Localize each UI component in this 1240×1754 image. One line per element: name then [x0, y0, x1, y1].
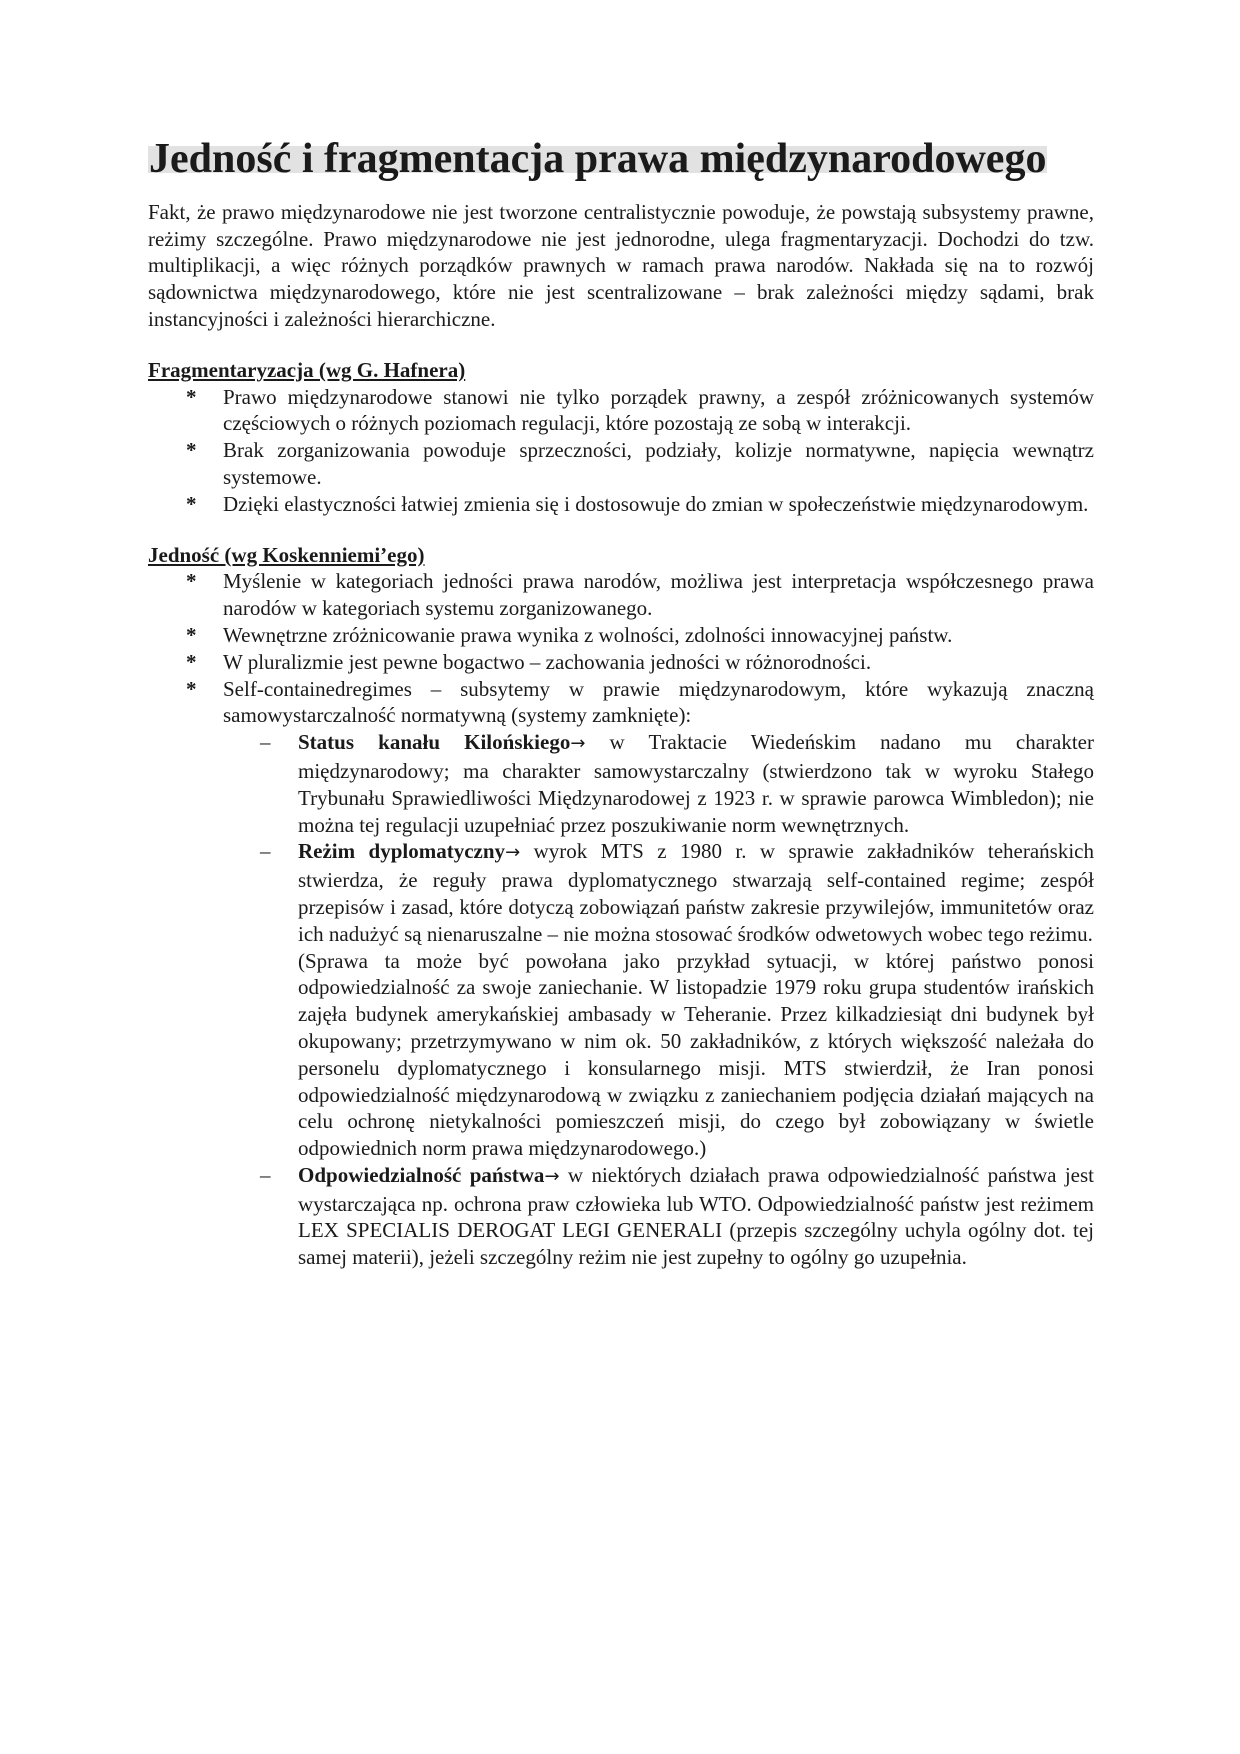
list-item [148, 649, 1094, 676]
document-title: Jedność i fragmentacja prawa międzynarodowego [149, 136, 1047, 182]
sub-list-item [148, 1162, 1094, 1271]
sub-item-note: (Sprawa ta może być powołana jako przykład sytuacji, w której państwo ponosi odpowiedzialność za swoje zaniechanie. W listopadzie 1979 roku grupa studentów irańskich zajęła budynek amerykańskiej ambasady w Teheranie. Przez kilkadziesiąt dni budynek był okupowany; przetrzymywano w nim ok. 50 zakładników, z których większość należała do personelu dyplomatycznego i konsularnego misji. MTS stwierdził, że Iran ponosi odpowiedzialność międzynarodową w związku z zaniechaniem podjęcia działań mających na celu ochronę nietykalności pomieszczeń misji, do czego był zobowiązany w świetle odpowiednich norm prawa międzynarodowego.) [298, 948, 1094, 1161]
list-item [148, 491, 1094, 518]
list-item-text: Wewnętrzne zróżnicowanie prawa wynika z wolności, zdolności innowacyjnej państw. [223, 622, 953, 647]
list-item-text: Brak zorganizowania powoduje sprzeczności, podziały, kolizje normatywne, napięcia wewnątrz systemowe. [223, 438, 1094, 489]
bullet-marker: * [186, 491, 197, 516]
dash-marker: – [260, 839, 271, 864]
sub-item-lead: Reżim dyplomatyczny [298, 839, 506, 864]
sub-list-item [148, 729, 1094, 838]
bullet-marker: * [186, 569, 197, 594]
bullet-marker: * [186, 622, 197, 647]
list-item [148, 568, 1094, 622]
arrow-right-icon: → [570, 733, 586, 755]
arrow-right-icon: → [544, 1165, 560, 1187]
sub-item-text: w niektórych działach prawa odpowiedzialność państwa jest wystarczająca np. ochrona praw człowieka lub WTO. Odpowiedzialność państw jest reżimem LEX SPECIALIS DEROGAT LEGI GENERALI (przepis szczególny uchyla ogólny dot. tej samej materii), jeżeli szczególny reżim nie jest zupełny to ogólny go uzupełnia. [298, 1162, 1095, 1270]
list-item [148, 437, 1094, 491]
section-heading-fragmentation: Fragmentaryzacja (wg G. Hafnera) [148, 357, 466, 382]
sub-list-item [148, 838, 1094, 1162]
bullet-marker: * [186, 649, 197, 674]
dash-marker: – [260, 1162, 271, 1187]
document-body [148, 136, 1095, 1271]
sub-item-text: wyrok MTS z 1980 r. w sprawie zakładników teherańskich stwierdza, że reguły prawa dyplomatycznego stwarzają self-contained regime; zespół przepisów i zasad, które dotyczą zobowiązań państw zakresie przywilejów, immunitetów oraz ich nadużyć są nienaruszalne – nie można stosować środków odwetowych wobec tego reżimu. [298, 839, 1094, 946]
bullet-marker: * [186, 384, 197, 409]
section-heading-unity: Jedność (wg Koskenniemi’ego) [148, 542, 425, 567]
sub-item-text: w Traktacie Wiedeńskim nadano mu charakter międzynarodowy; ma charakter samowystarczalny (stwierdzono tak w wyroku Stałego Trybunału Sprawiedliwości Międzynarodowej z 1923 r. w sprawie parowca Wimbledon); nie można tej regulacji uzupełniać przez poszukiwanie norm wewnętrznych. [298, 730, 1094, 837]
bullet-marker: * [186, 438, 197, 463]
list-item [148, 384, 1094, 438]
list-item [148, 676, 1094, 1272]
unity-list [148, 568, 1094, 1271]
bullet-marker: * [186, 676, 197, 701]
list-item-text: Self-containedregimes – subsytemy w prawie międzynarodowym, które wykazują znaczną samowystarczalność normatywną (systemy zamknięte): [223, 676, 1094, 728]
dash-marker: – [260, 730, 271, 755]
sub-item-lead: Status kanału Kilońskiego [298, 730, 571, 755]
list-item [148, 622, 1094, 649]
list-item-text: Prawo międzynarodowe stanowi nie tylko porządek prawny, a zespół zróżnicowanych systemów częściowych o różnych poziomach regulacji, które pozostają ze sobą w interakcji. [223, 384, 1094, 436]
list-item-text: W pluralizmie jest pewne bogactwo – zachowania jedności w różnorodności. [223, 649, 872, 674]
list-item-text: Dzięki elastyczności łatwiej zmienia się i dostosowuje do zmian w społeczeństwie międzynarodowym. [223, 491, 1089, 516]
self-contained-regimes-list [223, 729, 1094, 1271]
intro-paragraph: Fakt, że prawo międzynarodowe nie jest tworzone centralistycznie powoduje, że powstają subsystemy prawne, reżimy szczególne. Prawo międzynarodowe nie jest jednorodne, ulega fragmentaryzacji. Dochodzi do tzw. multiplikacji, a więc różnych porządków prawnych w ramach prawa narodów. Nakłada się na to rozwój sądownictwa międzynarodowego, które nie jest scentralizowane – brak zależności między sądami, brak instancyjności i zależności hierarchiczne. [148, 199, 1094, 331]
sub-item-lead: Odpowiedzialność państwa [298, 1162, 545, 1187]
arrow-right-icon: → [505, 842, 521, 864]
fragmentation-list [148, 384, 1094, 518]
list-item-text: Myślenie w kategoriach jedności prawa narodów, możliwa jest interpretacja współczesnego prawa narodów w kategoriach systemu zorganizowanego. [223, 569, 1094, 621]
